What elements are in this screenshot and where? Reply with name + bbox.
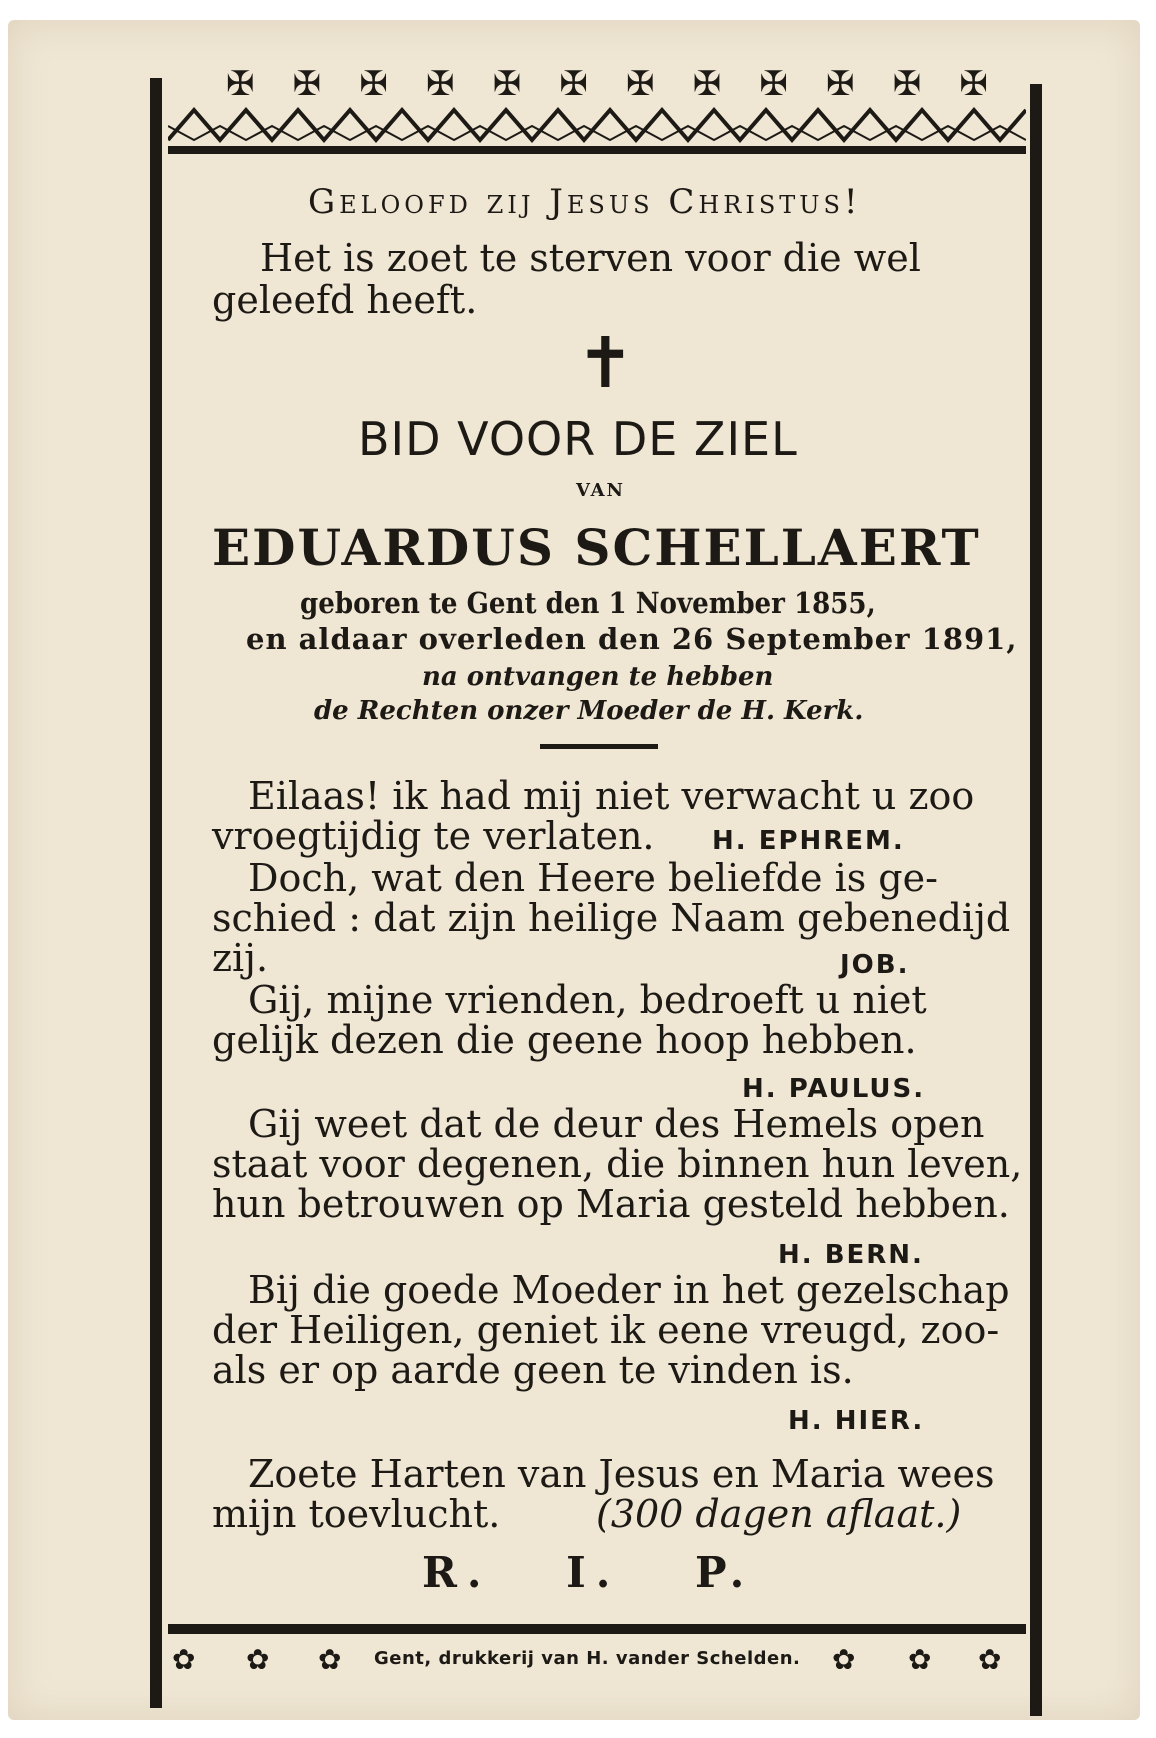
quote-line: als er op aarde geen te vinden is. bbox=[212, 1348, 854, 1392]
greeting: Geloofd zij Jesus Christus! bbox=[308, 182, 862, 222]
section-divider bbox=[540, 744, 658, 749]
quote-source: H. BERN. bbox=[778, 1240, 924, 1270]
rites-line-2: de Rechten onzer Moeder de H. Kerk. bbox=[314, 696, 864, 726]
cross-icon: ✝ bbox=[576, 322, 635, 404]
quote-source: H. EPHREM. bbox=[712, 826, 905, 856]
quote-line: vroegtijdig te verlaten. bbox=[212, 814, 655, 858]
bottom-border-rule bbox=[168, 1624, 1026, 1634]
rites-line-1: na ontvangen te hebben bbox=[422, 662, 774, 692]
ornament-cross-icon: ✠ bbox=[426, 64, 455, 104]
ornament-cross-icon: ✠ bbox=[626, 64, 655, 104]
quote-line: zij. bbox=[212, 936, 269, 980]
quote-line: Bij die goede Moeder in het gezelschap bbox=[248, 1268, 1010, 1312]
verse-line-1: Het is zoet te sterven voor die wel bbox=[260, 236, 921, 280]
top-border-rule bbox=[168, 146, 1026, 154]
quote-source: H. PAULUS. bbox=[742, 1074, 926, 1104]
rip-inscription: R. I. P. bbox=[422, 1548, 755, 1597]
ornament-cross-icon: ✠ bbox=[692, 64, 722, 104]
footer-ornament-icon: ✿ bbox=[318, 1643, 342, 1676]
printer-credit: Gent, drukkerij van H. vander Schelden. bbox=[374, 1648, 801, 1669]
printer-footer bbox=[168, 1642, 1026, 1682]
ornament-cross-icon: ✠ bbox=[759, 64, 788, 104]
quote-line: der Heiligen, geniet ik eene vreugd, zoo- bbox=[212, 1308, 1000, 1352]
deceased-name: EDUARDUS SCHELLAERT bbox=[212, 518, 981, 577]
zigzag-ornament-icon bbox=[168, 104, 1026, 144]
ornament-cross-icon: ✠ bbox=[359, 64, 388, 104]
ornament-cross-icon: ✠ bbox=[226, 64, 255, 104]
quote-source: H. HIER. bbox=[788, 1406, 925, 1436]
quote-line: Doch, wat den Heere beliefde is ge- bbox=[248, 856, 938, 900]
footer-ornament-icon: ✿ bbox=[246, 1643, 270, 1676]
footer-ornament-icon: ✿ bbox=[832, 1643, 856, 1676]
quote-line: Eilaas! ik had mij niet verwacht u zoo bbox=[248, 774, 975, 818]
ornament-cross-icon: ✠ bbox=[559, 64, 588, 104]
memorial-card bbox=[8, 20, 1140, 1720]
right-border-rule bbox=[1030, 84, 1042, 1716]
closing-line-2: mijn toevlucht. bbox=[212, 1492, 501, 1536]
indulgence-note: (300 dagen aflaat.) bbox=[596, 1492, 962, 1536]
ornament-cross-icon: ✠ bbox=[892, 64, 922, 104]
closing-line-1: Zoete Harten van Jesus en Maria wees bbox=[248, 1452, 995, 1496]
top-ornament-border bbox=[168, 64, 1026, 144]
footer-ornament-icon: ✿ bbox=[172, 1643, 196, 1676]
quote-source: JOB. bbox=[840, 950, 910, 980]
verse-line-2: geleefd heeft. bbox=[212, 278, 478, 322]
ornament-cross-icon: ✠ bbox=[292, 64, 322, 104]
death-line: en aldaar overleden den 26 September 1891, bbox=[246, 622, 1018, 656]
cross-row bbox=[168, 64, 1026, 104]
birth-line: geboren te Gent den 1 November 1855, bbox=[300, 586, 876, 620]
ornament-cross-icon: ✠ bbox=[826, 64, 855, 104]
invocation-title: BID VOOR DE ZIEL bbox=[358, 412, 798, 466]
quote-line: gelijk dezen die geene hoop hebben. bbox=[212, 1018, 917, 1062]
footer-ornament-icon: ✿ bbox=[908, 1643, 932, 1676]
quote-line: hun betrouwen op Maria gesteld hebben. bbox=[212, 1182, 1010, 1226]
footer-ornament-icon: ✿ bbox=[978, 1643, 1002, 1676]
ornament-cross-icon: ✠ bbox=[959, 64, 988, 104]
ornament-cross-icon: ✠ bbox=[492, 64, 522, 104]
quote-line: Gij weet dat de deur des Hemels open bbox=[248, 1102, 985, 1146]
quote-line: staat voor degenen, die binnen hun leven, bbox=[212, 1142, 1023, 1186]
left-border-rule bbox=[150, 78, 162, 1708]
quote-line: schied : dat zijn heilige Naam gebenedijd bbox=[212, 896, 1011, 940]
quote-line: Gij, mijne vrienden, bedroeft u niet bbox=[248, 978, 927, 1022]
invocation-van: VAN bbox=[576, 480, 625, 501]
